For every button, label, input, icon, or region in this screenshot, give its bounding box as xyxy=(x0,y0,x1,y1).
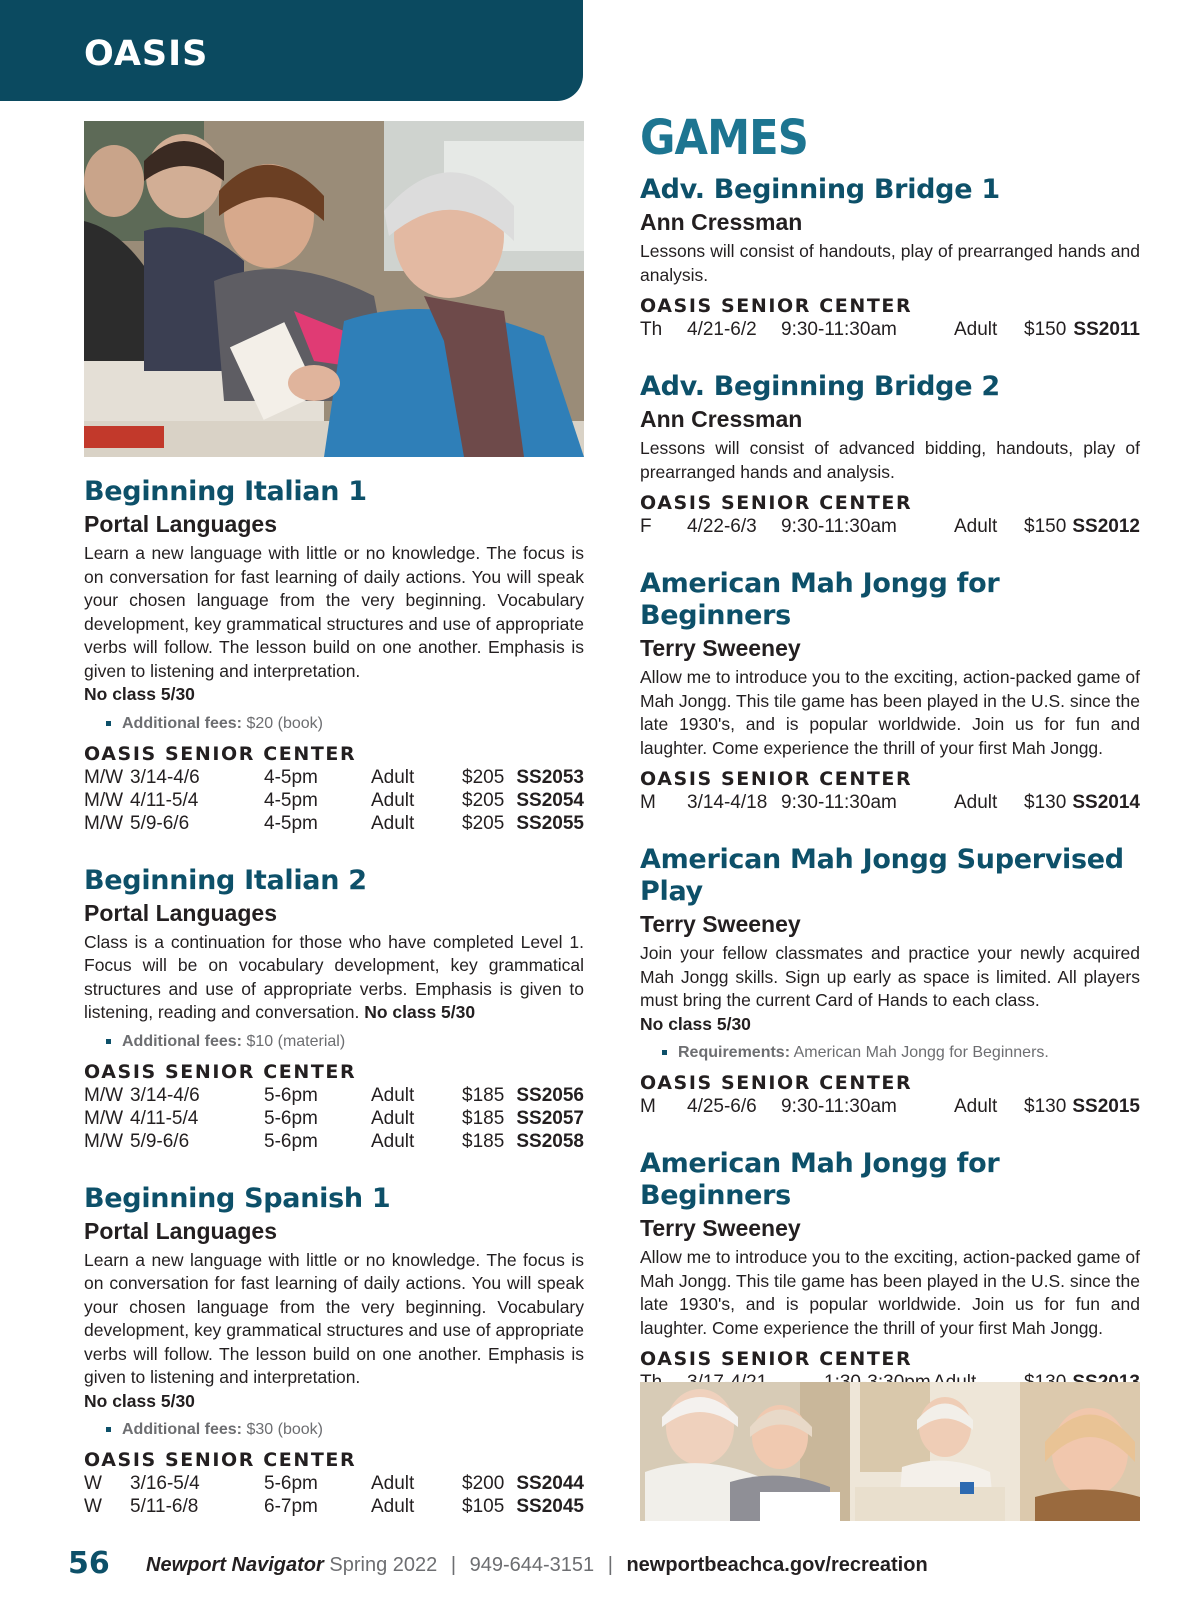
additional-fee: Additional fees: $10 (material) xyxy=(84,1031,584,1053)
course-description: Lessons will consist of handouts, play of prearranged hands and analysis. xyxy=(640,241,1140,285)
course-instructor: Portal Languages xyxy=(84,1217,277,1244)
course-title: American Mah Jongg Supervised Play xyxy=(640,844,1124,907)
course-title: Beginning Spanish 1 xyxy=(84,1182,391,1214)
additional-fee: Additional fees: $30 (book) xyxy=(84,1419,584,1441)
course-description: Join your fellow classmates and practice your newly acquired Mah Jongg skills. Sign up early as space is limited. All players must bring the current Card of Hands to each class. No class 5/30 xyxy=(640,943,1140,1034)
left-column xyxy=(84,476,584,1548)
schedule-row: M/W 3/14-4/6 5-6pm Adult $185 SS2056 xyxy=(84,1084,584,1106)
course-instructor: Ann Cressman xyxy=(640,406,803,432)
course-location: OASIS SENIOR CENTER xyxy=(640,1348,913,1370)
course-title: Adv. Beginning Bridge 1 xyxy=(640,174,1000,205)
schedule-table xyxy=(640,1095,1140,1118)
course-note: No class 5/30 xyxy=(84,684,195,704)
footer-separator: | xyxy=(450,1554,457,1576)
course-location: OASIS SENIOR CENTER xyxy=(640,768,913,790)
course-location: OASIS SENIOR CENTER xyxy=(84,742,357,765)
schedule-row: M/W 5/9-6/6 5-6pm Adult $185 SS2058 xyxy=(84,1130,584,1152)
course-location: OASIS SENIOR CENTER xyxy=(84,1060,357,1083)
additional-fee: Additional fees: $20 (book) xyxy=(84,713,584,735)
course-title: Beginning Italian 1 xyxy=(84,476,367,507)
course-note: No class 5/30 xyxy=(84,1390,195,1411)
course-bridge-1 xyxy=(640,174,1140,341)
footer-credits xyxy=(146,1554,928,1577)
course-title: American Mah Jongg for Beginners xyxy=(640,1148,1000,1211)
course-title: American Mah Jongg for Beginners xyxy=(640,568,1000,631)
course-beginning-italian-1 xyxy=(84,476,584,835)
header-tab xyxy=(0,0,583,101)
course-mah-jongg-beginners-2 xyxy=(640,1148,1140,1394)
course-location: OASIS SENIOR CENTER xyxy=(640,1072,913,1094)
course-description: Learn a new language with little or no knowledge. The focus is on conversation for fast learning of daily actions. You will speak your chosen language from the very beginning. Vocabulary development, key grammatical structures and use of appropriate verbs will follow. The lesson build on one another. Emphasis is given to listening and interpretation. No class 5/30 xyxy=(84,543,584,704)
schedule-row: M/W 3/14-4/6 4-5pm Adult $205 SS2053 xyxy=(84,766,584,788)
course-note: No class 5/30 xyxy=(364,1002,476,1022)
schedule-table xyxy=(84,1084,584,1153)
course-mah-jongg-supervised-play xyxy=(640,844,1140,1118)
schedule-row: M/W 5/9-6/6 4-5pm Adult $205 SS2055 xyxy=(84,812,584,834)
schedule-row: Th 4/21-6/2 9:30-11:30am Adult $150 SS2011 xyxy=(640,319,1140,340)
section-heading: GAMES xyxy=(640,110,809,166)
course-description: Lessons will consist of advanced bidding, handouts, play of prearranged hands and analysis. xyxy=(640,438,1140,482)
course-description: Allow me to introduce you to the exciting, action-packed game of Mah Jongg. This tile game has been played in the U.S. since the late 1930's, and is popular worldwide. Join us for fun and laughter. Come experience the thrill of your first Mah Jongg. xyxy=(640,1247,1140,1338)
course-beginning-italian-2 xyxy=(84,865,584,1153)
publication-season: Spring 2022 xyxy=(329,1554,438,1576)
course-mah-jongg-beginners-1 xyxy=(640,568,1140,814)
footer-separator: | xyxy=(607,1554,613,1576)
schedule-row: M 4/25-6/6 9:30-11:30am Adult $130 SS2015 xyxy=(640,1096,1140,1117)
course-bridge-2 xyxy=(640,371,1140,538)
schedule-table xyxy=(640,515,1140,538)
course-instructor: Portal Languages xyxy=(84,511,277,537)
website-link[interactable]: newportbeachca.gov/recreation xyxy=(626,1554,928,1576)
course-instructor: Terry Sweeney xyxy=(640,635,801,661)
course-instructor: Terry Sweeney xyxy=(640,911,801,937)
course-requirements: Requirements: American Mah Jongg for Beginners. xyxy=(640,1042,1140,1064)
course-title: Beginning Italian 2 xyxy=(84,864,367,896)
course-instructor: Ann Cressman xyxy=(640,209,803,235)
page-number: 56 xyxy=(68,1546,110,1581)
contact-phone: 949-644-3151 xyxy=(469,1554,595,1576)
class-photo-women-reading xyxy=(84,121,584,457)
schedule-table xyxy=(84,1472,584,1518)
photo-illustration-reading xyxy=(84,121,584,457)
course-instructor: Portal Languages xyxy=(84,899,277,926)
schedule-row: W 3/16-5/4 5-6pm Adult $200 SS2044 xyxy=(84,1473,584,1494)
schedule-table xyxy=(640,318,1140,341)
schedule-row: W 5/11-6/8 6-7pm Adult $105 SS2045 xyxy=(84,1496,584,1517)
schedule-row: M 3/14-4/18 9:30-11:30am Adult $130 SS2014 xyxy=(640,792,1140,813)
schedule-table xyxy=(640,791,1140,814)
course-location: OASIS SENIOR CENTER xyxy=(640,295,913,317)
course-description: Class is a continuation for those who have completed Level 1. Focus will be on vocabulary development, key grammatical structures and use of appropriate verbs. Emphasis is given to listening, reading and conversation. No class 5/30 xyxy=(84,931,584,1022)
page-footer xyxy=(68,1546,1168,1586)
course-note: No class 5/30 xyxy=(640,1013,751,1034)
schedule-row: M/W 4/11-5/4 5-6pm Adult $185 SS2057 xyxy=(84,1107,584,1129)
course-description: Allow me to introduce you to the exciting, action-packed game of Mah Jongg. This tile game has been played in the U.S. since the late 1930's, and is popular worldwide. Join us for fun and laughter. Come experience the thrill of your first Mah Jongg. xyxy=(640,667,1140,758)
photo-illustration-seniors xyxy=(640,1382,1140,1521)
course-description: Learn a new language with little or no knowledge. The focus is on conversation for fast learning of daily actions. You will speak your chosen language from the very beginning. Vocabulary development, key grammatical structures and use of appropriate verbs will follow. The lesson build on one another. Emphasis is given to listening and interpretation. No class 5/30 xyxy=(84,1249,584,1411)
schedule-table xyxy=(84,766,584,835)
course-location: OASIS SENIOR CENTER xyxy=(84,1449,357,1471)
page-category-title: OASIS xyxy=(84,34,209,74)
publication-name: Newport Navigator xyxy=(146,1554,324,1576)
course-beginning-spanish-1 xyxy=(84,1183,584,1519)
course-instructor: Terry Sweeney xyxy=(640,1215,801,1241)
class-photo-smiling-seniors xyxy=(640,1382,1140,1521)
right-column xyxy=(640,112,1140,1424)
schedule-row: F 4/22-6/3 9:30-11:30am Adult $150 SS2012 xyxy=(640,516,1140,537)
course-title: Adv. Beginning Bridge 2 xyxy=(640,371,1000,402)
schedule-row: M/W 4/11-5/4 4-5pm Adult $205 SS2054 xyxy=(84,789,584,811)
course-location: OASIS SENIOR CENTER xyxy=(640,492,913,514)
